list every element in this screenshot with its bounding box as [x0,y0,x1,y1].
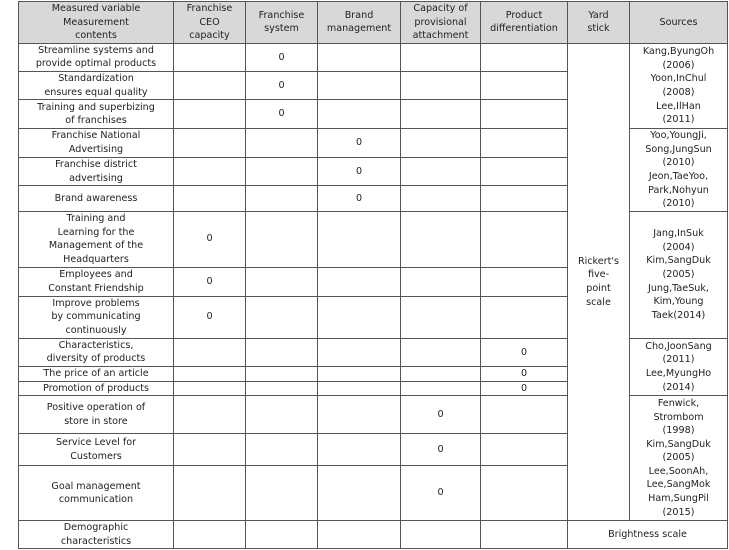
sources-cell: Jang,InSuk (2004) Kim,SangDuk (2005) Jung,TaeSuk, Kim,Young Taek(2014) [630,211,728,338]
provisional-attachment-cell [401,100,481,129]
franchise-system-cell: 0 [246,100,318,129]
product-differentiation-cell [481,396,568,434]
franchise-system-cell: 0 [246,43,318,71]
empty-cell [174,521,246,549]
header-product-differentiation: Product differentiation [481,2,568,44]
franchise-system-cell [246,396,318,434]
ceo-capacity-cell [174,434,246,466]
table-row [19,43,728,71]
provisional-attachment-cell [401,366,481,381]
franchise-system-cell [246,338,318,366]
franchise-system-cell [246,434,318,466]
yardstick-cell: Rickert's five- point scale [568,43,630,520]
brand-management-cell [318,100,401,129]
franchise-system-cell [246,381,318,396]
measurement-content-cell: Positive operation of store in store [19,396,174,434]
product-differentiation-cell [481,466,568,521]
measurement-content-cell: Franchise National Advertising [19,129,174,158]
measurement-content-cell: Training and Learning for the Management of the Headquarters [19,211,174,267]
empty-cell [246,521,318,549]
ceo-capacity-cell [174,43,246,71]
provisional-attachment-cell [401,296,481,338]
empty-cell [481,521,568,549]
brand-management-cell [318,267,401,296]
product-differentiation-cell [481,186,568,211]
product-differentiation-cell [481,157,568,186]
brand-management-cell [318,211,401,267]
demographic-label-cell: Demographic characteristics [19,521,174,549]
sources-cell: Fenwick, Strombom (1998) Kim,SangDuk (2005) Lee,SoonAh, Lee,SangMok Ham,SungPil (2015) [630,396,728,521]
header-yard-stick: Yard stick [568,2,630,44]
ceo-capacity-cell [174,366,246,381]
product-differentiation-cell: 0 [481,366,568,381]
franchise-system-cell [246,366,318,381]
ceo-capacity-cell [174,100,246,129]
franchise-system-cell [246,211,318,267]
ceo-capacity-cell [174,129,246,158]
header-franchise-system: Franchise system [246,2,318,44]
ceo-capacity-cell [174,71,246,99]
ceo-capacity-cell: 0 [174,211,246,267]
measurement-content-cell: Characteristics, diversity of products [19,338,174,366]
franchise-system-cell: 0 [246,71,318,99]
sources-cell: Kang,ByungOh (2006) Yoon,InChul (2008) Lee,IlHan (2011) [630,43,728,128]
ceo-capacity-cell [174,157,246,186]
measurement-content-cell: Improve problems by communicating continuously [19,296,174,338]
header-measured-variable: Measured variable Measurement contents [19,2,174,44]
ceo-capacity-cell [174,381,246,396]
franchise-system-cell [246,129,318,158]
measurement-content-cell: Service Level for Customers [19,434,174,466]
brand-management-cell: 0 [318,157,401,186]
provisional-attachment-cell [401,129,481,158]
franchise-system-cell [246,186,318,211]
ceo-capacity-cell: 0 [174,267,246,296]
product-differentiation-cell [481,211,568,267]
franchise-system-cell [246,267,318,296]
ceo-capacity-cell [174,186,246,211]
product-differentiation-cell [481,43,568,71]
measurement-content-cell: Franchise district advertising [19,157,174,186]
sources-cell: Yoo,YoungJi, Song,JungSun (2010) Jeon,TaeYoo, Park,Nohyun (2010) [630,129,728,212]
header-sources: Sources [630,2,728,44]
measurement-content-cell: The price of an article [19,366,174,381]
ceo-capacity-cell [174,466,246,521]
header-franchise-ceo-capacity: Franchise CEO capacity [174,2,246,44]
product-differentiation-cell [481,100,568,129]
brand-management-cell [318,396,401,434]
measurement-content-cell: Promotion of products [19,381,174,396]
provisional-attachment-cell: 0 [401,434,481,466]
provisional-attachment-cell [401,338,481,366]
product-differentiation-cell [481,434,568,466]
product-differentiation-cell [481,296,568,338]
franchise-system-cell [246,296,318,338]
franchise-system-cell [246,466,318,521]
brightness-scale-cell: Brightness scale [568,521,728,549]
brand-management-cell [318,434,401,466]
sources-cell: Cho,JoonSang (2011) Lee,MyungHo (2014) [630,338,728,395]
provisional-attachment-cell [401,71,481,99]
measurement-content-cell: Training and superbizing of franchises [19,100,174,129]
demographic-row [19,521,728,549]
provisional-attachment-cell [401,43,481,71]
brand-management-cell [318,43,401,71]
product-differentiation-cell [481,129,568,158]
empty-cell [318,521,401,549]
provisional-attachment-cell [401,186,481,211]
ceo-capacity-cell [174,338,246,366]
measurement-table-container [18,1,728,549]
header-capacity-provisional-attachment: Capacity of provisional attachment [401,2,481,44]
header-row [19,2,728,44]
measurement-content-cell: Standardization ensures equal quality [19,71,174,99]
provisional-attachment-cell: 0 [401,396,481,434]
ceo-capacity-cell [174,396,246,434]
measurement-content-cell: Employees and Constant Friendship [19,267,174,296]
provisional-attachment-cell [401,267,481,296]
measurement-content-cell: Brand awareness [19,186,174,211]
provisional-attachment-cell [401,211,481,267]
provisional-attachment-cell [401,157,481,186]
brand-management-cell [318,366,401,381]
product-differentiation-cell [481,267,568,296]
measurement-table [18,1,728,549]
brand-management-cell [318,381,401,396]
measurement-content-cell: Streamline systems and provide optimal products [19,43,174,71]
brand-management-cell [318,466,401,521]
brand-management-cell: 0 [318,186,401,211]
brand-management-cell: 0 [318,129,401,158]
ceo-capacity-cell: 0 [174,296,246,338]
product-differentiation-cell [481,71,568,99]
product-differentiation-cell: 0 [481,381,568,396]
brand-management-cell [318,338,401,366]
franchise-system-cell [246,157,318,186]
product-differentiation-cell: 0 [481,338,568,366]
provisional-attachment-cell [401,381,481,396]
brand-management-cell [318,71,401,99]
brand-management-cell [318,296,401,338]
header-brand-management: Brand management [318,2,401,44]
empty-cell [401,521,481,549]
provisional-attachment-cell: 0 [401,466,481,521]
measurement-content-cell: Goal management communication [19,466,174,521]
